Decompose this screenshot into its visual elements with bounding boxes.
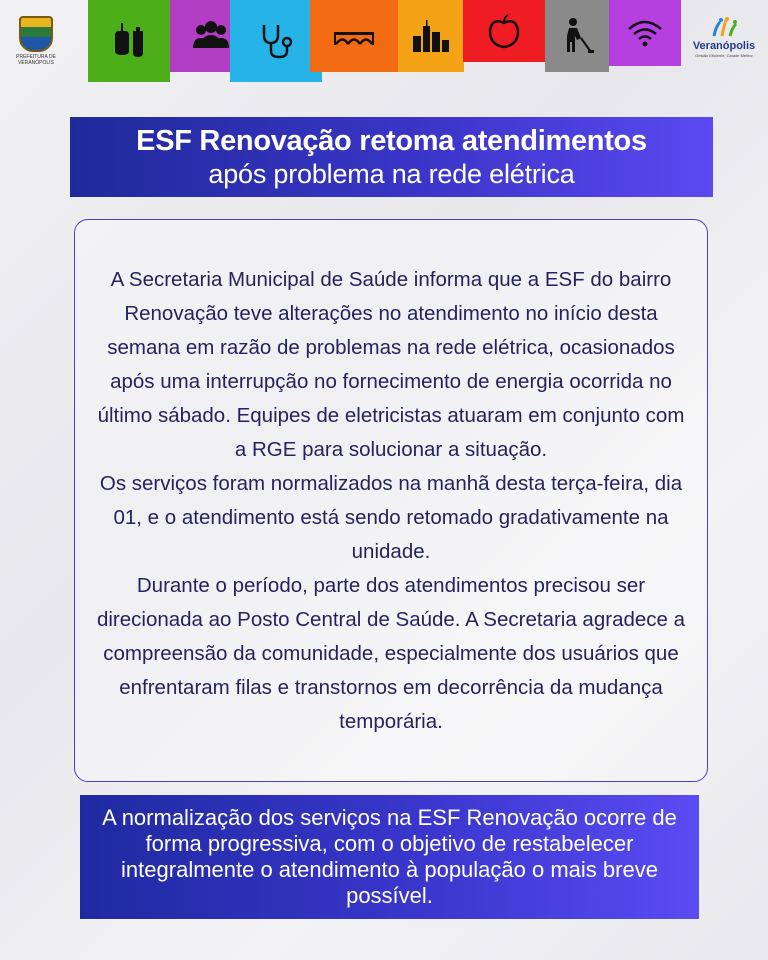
- crest-icon: [19, 16, 53, 52]
- apple-icon: [482, 9, 526, 53]
- footer-text: A normalização dos serviços na ESF Renovação ocorre de forma progressiva, com o objetivo de restabelecer integralmente o atendimento à população o mais breve possível.: [102, 805, 677, 908]
- veranopolis-mark-icon: [710, 16, 738, 38]
- tile-apple: [463, 0, 545, 62]
- title-line-1: ESF Renovação retoma atendimentos: [136, 125, 647, 157]
- body-paragraph-3: Durante o período, parte dos atendimentos precisou ser direcionada ao Posto Central de Saúde. A Secretaria agradece a compreensão da comunidade, especialmente dos usuários que enfrentaram filas e transtornos em decorrência da mudança temporária.: [96, 573, 686, 733]
- tile-worker: [545, 0, 609, 72]
- tile-wifi: [609, 0, 681, 66]
- veranopolis-logo: [688, 16, 760, 76]
- bridge-icon: [332, 14, 376, 58]
- body-paragraph-2: Os serviços foram normalizados na manhã desta terça-feira, dia 01, e o atendimento está sendo retomado gradativamente na unidade.: [99, 471, 683, 563]
- chimarrao-icon: [107, 19, 151, 63]
- tile-bridge: [310, 0, 398, 72]
- people-icon: [189, 14, 233, 58]
- wifi-icon: [623, 11, 667, 55]
- prefeitura-logo-text: PREFEITURA DE VERANÓPOLIS: [16, 54, 56, 66]
- footer-banner: [80, 795, 699, 919]
- title-banner: [70, 117, 713, 197]
- tile-chimarrao: [88, 0, 170, 82]
- veranopolis-logo-name: Veranópolis: [692, 40, 756, 52]
- veranopolis-logo-tagline: Gestão Eficiente, Cidade Melhor: [695, 53, 753, 58]
- news-body-text: [91, 263, 691, 739]
- city-icon: [409, 14, 453, 58]
- title-line-2: após problema na rede elétrica: [208, 159, 575, 189]
- tile-stethoscope: [230, 0, 322, 82]
- news-body-card: [74, 219, 708, 782]
- tile-city: [398, 0, 464, 72]
- worker-icon: [555, 14, 599, 58]
- header-strip: [0, 0, 768, 90]
- prefeitura-logo: [10, 16, 62, 76]
- body-paragraph-1: A Secretaria Municipal de Saúde informa que a ESF do bairro Renovação teve alterações no atendimento no início desta semana em razão de problemas na rede elétrica, ocasionados após uma interrupção no fornecimento de energia ocorrida no último sábado. Equipes de eletricistas atuaram em conjunto com a RGE para solucionar a situação.: [97, 267, 685, 461]
- stethoscope-icon: [254, 19, 298, 63]
